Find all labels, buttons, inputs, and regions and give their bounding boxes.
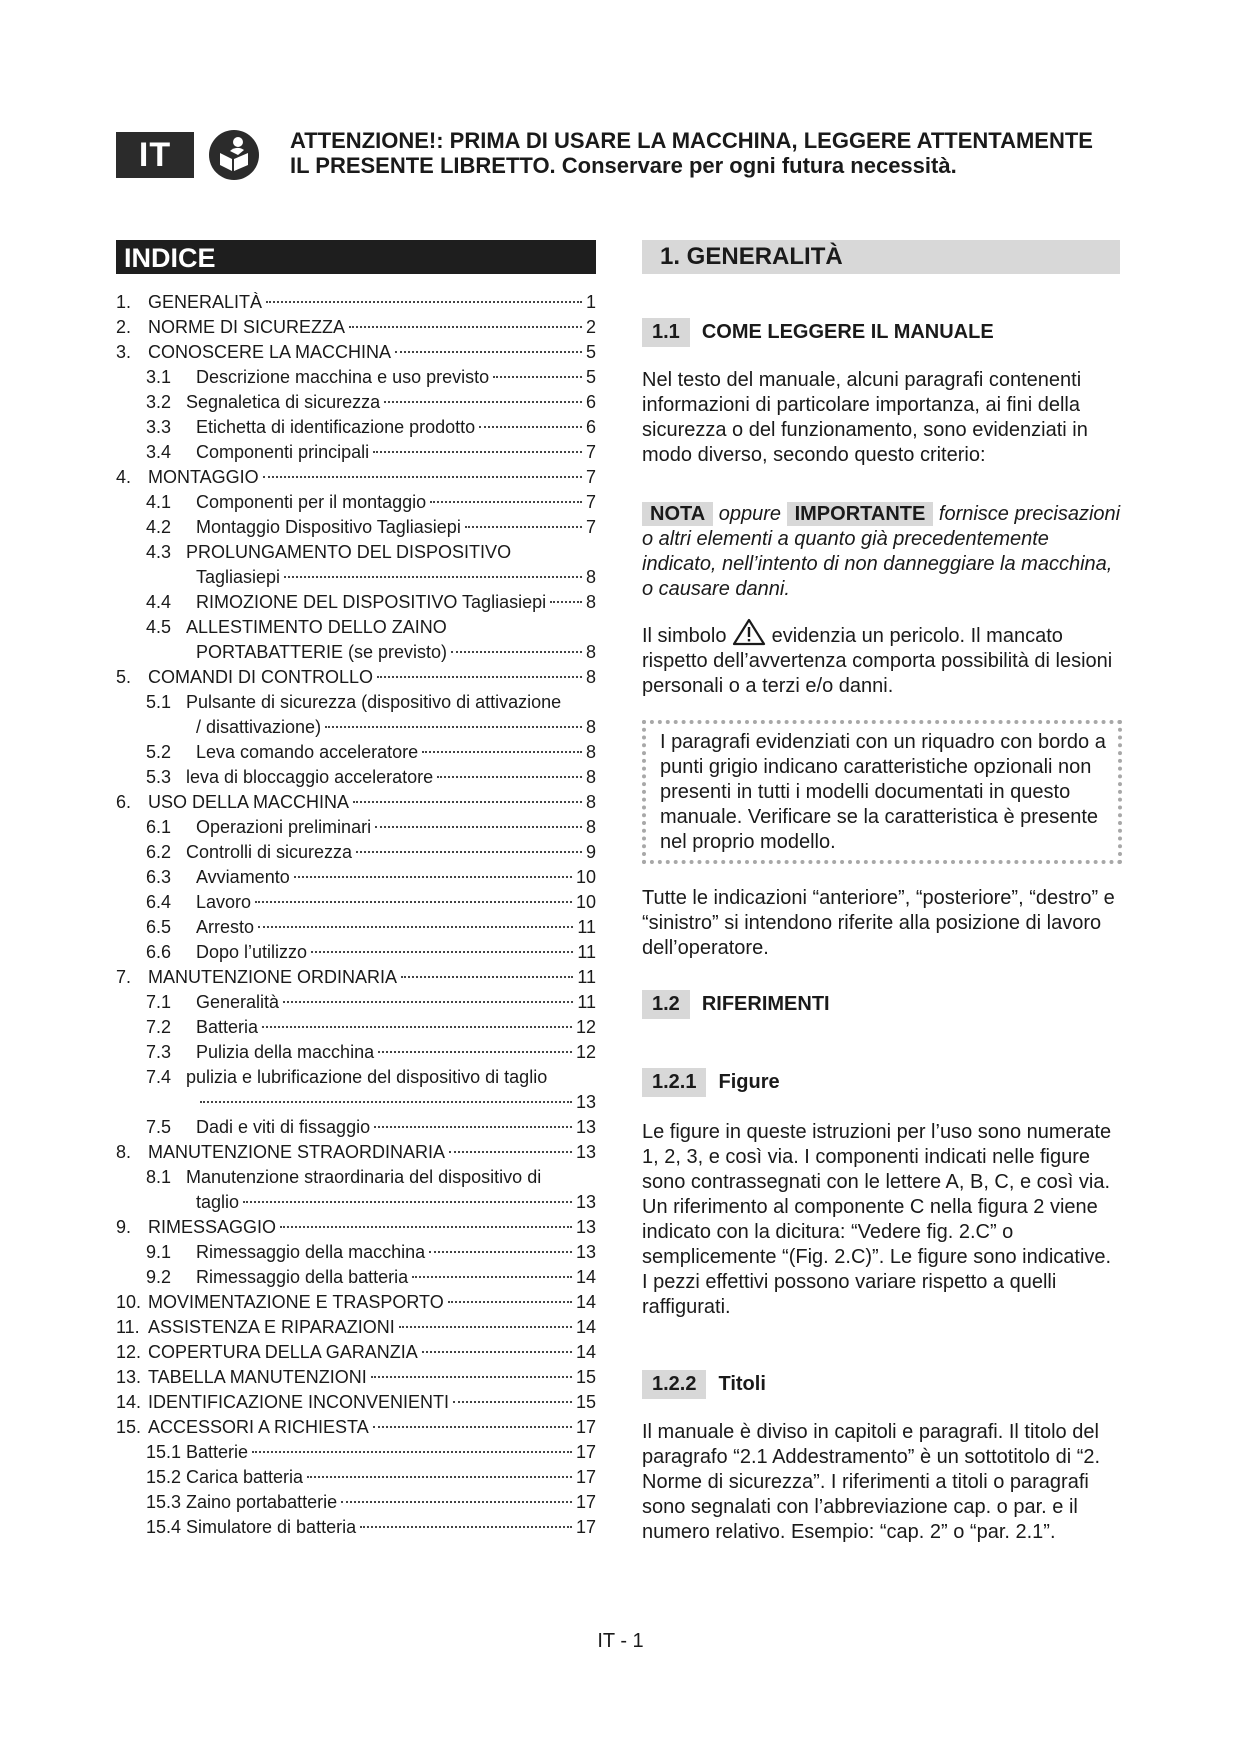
subsection-1-2-2-heading (642, 1370, 766, 1399)
toc-entry-page: 8 (585, 642, 596, 662)
toc-entry (116, 740, 596, 765)
toc-entry-title: taglio (196, 1192, 240, 1212)
directions-paragraph: Tutte le indicazioni “anteriore”, “posteriore”, “destro” e “sinistro” si intendono riferite alla posizione di lavoro dell’operatore. (642, 887, 1115, 959)
toc-leader-dots (412, 1276, 572, 1278)
toc-entry (116, 440, 596, 465)
toc-entry-title: Manutenzione straordinaria del dispositivo di (186, 1167, 542, 1187)
subsection-1-2-heading (642, 990, 830, 1019)
toc-entry-number: 6.1 (146, 817, 172, 837)
toc-entry-number: 4. (116, 467, 132, 487)
toc-entry (116, 1265, 596, 1290)
toc-entry-number: 2. (116, 317, 132, 337)
toc-entry-page: 5 (585, 342, 596, 362)
toc-leader-dots (451, 651, 582, 653)
toc-entry-page: 8 (585, 742, 596, 762)
toc-entry (116, 1390, 596, 1415)
toc-entry-number: 14. (116, 1392, 142, 1412)
toc-leader-dots (325, 726, 582, 728)
toc-entry-title: / disattivazione) (196, 717, 322, 737)
toc-entry-number: 7.2 (146, 1017, 172, 1037)
toc-leader-dots (399, 1326, 572, 1328)
note-text: fornisce precisazioni o altri elementi a quanto già precedentemente indicato, nell’intento di non danneggiare la macchina, o causare danni. (642, 503, 1121, 600)
symbol-paragraph (642, 618, 1122, 699)
toc-entry-page: 2 (585, 317, 596, 337)
toc-entry (116, 1115, 596, 1140)
toc-entry-title: Tagliasiepi (196, 567, 281, 587)
toc-leader-dots (479, 426, 582, 428)
toc-entry-number: 7.1 (146, 992, 172, 1012)
toc-entry-page: 13 (575, 1092, 596, 1112)
toc-entry-page: 13 (575, 1217, 596, 1237)
toc-entry-title: Componenti principali (196, 442, 370, 462)
symbol-text-pre: Il simbolo (642, 625, 727, 647)
subsection-number: 1.1 (642, 318, 690, 347)
toc-entry (116, 1015, 596, 1040)
toc-entry-page: 6 (585, 417, 596, 437)
toc-entry-page: 14 (575, 1317, 596, 1337)
toc-entry (116, 1315, 596, 1340)
optional-feature-box: I paragrafi evidenziati con un riquadro con bordo a punti grigio indicano caratteristiche opzionali non presenti in tutti i modelli documentati in questo manuale. Verificare se la caratteristica è presente nel proprio modello. (642, 720, 1122, 864)
toc-leader-dots (311, 951, 573, 953)
toc-entry-title: MANUTENZIONE STRAORDINARIA (148, 1142, 446, 1162)
toc-entry (116, 290, 596, 315)
toc-entry-page: 12 (575, 1042, 596, 1062)
toc-entry-title: RIMESSAGGIO (148, 1217, 277, 1237)
toc-entry (116, 1065, 596, 1090)
toc-entry-title: Descrizione macchina e uso previsto (196, 367, 490, 387)
figures-paragraph: Le figure in queste istruzioni per l’uso sono numerate 1, 2, 3, e così via. I componenti indicati nelle figure sono contrassegnati con le lettere A, B, C, e così via. Un riferimento al componente C nella figura 2 viene indicato con la dicitura: “Vedere fig. 2.C” o semplicemente “(Fig. 2.C)”. Le figure sono indicative. I pezzi effettivi possono variare rispetto a quelli raffigurati. (642, 1121, 1112, 1318)
toc-entry (116, 415, 596, 440)
section-title: 1. GENERALITÀ (642, 240, 1120, 274)
toc-entry-title: USO DELLA MACCHINA (148, 792, 350, 812)
toc-leader-dots (430, 501, 582, 503)
toc-leader-dots (422, 1351, 572, 1353)
toc-entry-title: Pulsante di sicurezza (dispositivo di attivazione (186, 692, 562, 712)
toc-leader-dots (401, 976, 573, 978)
toc-entry (116, 1340, 596, 1365)
toc-leader-dots (360, 1526, 572, 1528)
toc-leader-dots (429, 1251, 572, 1253)
toc-entry-title: Zaino portabatterie (186, 1492, 338, 1512)
toc-entry-title: Montaggio Dispositivo Tagliasiepi (196, 517, 461, 537)
toc-entry-number: 3.2 (146, 392, 172, 412)
toc-entry-number: 9.2 (146, 1267, 172, 1287)
toc-entry-title: NORME DI SICUREZZA (148, 317, 346, 337)
toc-entry (116, 1215, 596, 1240)
toc-entry-title: Generalità (196, 992, 280, 1012)
toc-entry-title: RIMOZIONE DEL DISPOSITIVO Tagliasiepi (196, 592, 547, 612)
page-number: IT - 1 (597, 1630, 644, 1652)
toc-entry-title: MANUTENZIONE ORDINARIA (148, 967, 398, 987)
toc-entry-page: 13 (575, 1242, 596, 1262)
toc-leader-dots (448, 1301, 572, 1303)
toc-entry-title: Batteria (196, 1017, 259, 1037)
toc-entry-number: 4.1 (146, 492, 172, 512)
toc-leader-dots (349, 326, 582, 328)
toc-entry-number: 8.1 (146, 1167, 172, 1187)
warning-notice (290, 128, 1150, 178)
toc-entry-title: Carica batteria (186, 1467, 304, 1487)
toc-entry (116, 1440, 596, 1465)
toc-entry-title: GENERALITÀ (148, 292, 263, 312)
toc-leader-dots (280, 1226, 572, 1228)
toc-entry (116, 615, 596, 640)
toc-entry-number: 9. (116, 1217, 132, 1237)
toc-entry-number: 6.4 (146, 892, 172, 912)
toc-entry-page: 17 (575, 1417, 596, 1437)
toc-entry (116, 1515, 596, 1540)
toc-entry-number: 3. (116, 342, 132, 362)
toc-entry-number: 7.5 (146, 1117, 172, 1137)
toc-entry-title: COPERTURA DELLA GARANZIA (148, 1342, 418, 1362)
toc-entry (116, 1190, 596, 1215)
toc-leader-dots (465, 526, 582, 528)
toc-entry (116, 365, 596, 390)
toc-entry-page: 1 (585, 292, 596, 312)
toc-entry-page: 8 (585, 792, 596, 812)
toc-entry-number: 6.6 (146, 942, 172, 962)
toc-entry-number: 1. (116, 292, 132, 312)
toc-entry-number: 15.2 (146, 1467, 182, 1487)
toc-entry-title: Rimessaggio della macchina (196, 1242, 426, 1262)
toc-entry (116, 1140, 596, 1165)
toc-leader-dots (374, 1126, 572, 1128)
toc-entry (116, 765, 596, 790)
toc-entry-page: 13 (575, 1142, 596, 1162)
toc-leader-dots (378, 1051, 572, 1053)
subsection-1-1-heading (642, 318, 994, 347)
toc-entry-title: Leva comando acceleratore (196, 742, 419, 762)
toc-leader-dots (356, 851, 582, 853)
toc-leader-dots (294, 876, 572, 878)
toc-entry (116, 790, 596, 815)
toc-entry-title: leva di bloccaggio acceleratore (186, 767, 434, 787)
toc-entry (116, 540, 596, 565)
toc-entry (116, 715, 596, 740)
subsection-1-2-1-heading (642, 1068, 780, 1097)
toc-leader-dots (373, 451, 582, 453)
toc-leader-dots (266, 301, 582, 303)
toc-leader-dots (453, 1401, 572, 1403)
toc-entry-page: 13 (575, 1117, 596, 1137)
subsection-title: RIFERIMENTI (701, 993, 830, 1015)
toc-entry (116, 690, 596, 715)
toc-entry-title: Batterie (186, 1442, 249, 1462)
toc-entry-page: 11 (577, 967, 596, 987)
toc-leader-dots (263, 476, 582, 478)
toc-leader-dots (422, 751, 582, 753)
toc-entry-number: 13. (116, 1367, 142, 1387)
toc-entry (116, 565, 596, 590)
toc-entry-page: 15 (575, 1392, 596, 1412)
symbol-text-post: evidenzia un pericolo. Il mancato rispetto dell’avvertenza comporta possibilità di lesioni personali o a terzi e/o danni. (642, 625, 1113, 697)
toc-entry-number: 8. (116, 1142, 132, 1162)
toc-entry-number: 15. (116, 1417, 142, 1437)
toc-entry-number: 10. (116, 1292, 142, 1312)
toc-entry-title: PROLUNGAMENTO DEL DISPOSITIVO (186, 542, 512, 562)
toc-leader-dots (395, 351, 582, 353)
toc-entry (116, 590, 596, 615)
toc-leader-dots (284, 576, 582, 578)
toc-entry-title: Arresto (196, 917, 255, 937)
toc-entry-title: Componenti per il montaggio (196, 492, 427, 512)
toc-entry-page: 8 (585, 717, 596, 737)
toc-entry-title: TABELLA MANUTENZIONI (148, 1367, 367, 1387)
toc-entry-number: 5.1 (146, 692, 172, 712)
toc-entry-number: 6.5 (146, 917, 172, 937)
toc-entry-title: Simulatore di batteria (186, 1517, 357, 1537)
toc-entry-title: ASSISTENZA E RIPARAZIONI (148, 1317, 395, 1337)
toc-entry (116, 1090, 596, 1115)
toc-entry-title: CONOSCERE LA MACCHINA (148, 342, 392, 362)
importante-tag: IMPORTANTE (787, 502, 934, 526)
intro-paragraph: Nel testo del manuale, alcuni paragrafi contenenti informazioni di particolare importanza, ai fini della sicurezza o del funzionamento, sono evidenziati in modo diverso, secondo questo criterio: (642, 369, 1088, 466)
toc-entry (116, 815, 596, 840)
toc-entry-title: IDENTIFICAZIONE INCONVENIENTI (148, 1392, 450, 1412)
toc-entry (116, 1490, 596, 1515)
toc-entry-page: 14 (575, 1292, 596, 1312)
toc-entry-page: 8 (585, 592, 596, 612)
toc-entry-number: 4.3 (146, 542, 172, 562)
toc-entry (116, 990, 596, 1015)
toc-entry-title: Rimessaggio della batteria (196, 1267, 409, 1287)
toc-leader-dots (377, 676, 582, 678)
subsection-number: 1.2.1 (642, 1068, 706, 1097)
toc-entry-title: ACCESSORI A RICHIESTA (148, 1417, 369, 1437)
toc-entry-page: 9 (585, 842, 596, 862)
toc-leader-dots (375, 826, 582, 828)
toc-entry-title: Etichetta di identificazione prodotto (196, 417, 476, 437)
toc-entry (116, 865, 596, 890)
toc-entry-page: 5 (585, 367, 596, 387)
note-paragraph (642, 502, 1122, 602)
toc-entry-page: 7 (585, 442, 596, 462)
table-of-contents (116, 290, 596, 1540)
index-title: INDICE (116, 240, 596, 274)
toc-entry (116, 840, 596, 865)
toc-entry (116, 1415, 596, 1440)
toc-leader-dots (307, 1476, 572, 1478)
subsection-title: Titoli (718, 1373, 766, 1395)
toc-entry-page: 8 (585, 667, 596, 687)
toc-entry (116, 640, 596, 665)
note-or: oppure (718, 503, 782, 525)
toc-entry (116, 1465, 596, 1490)
toc-entry-page: 17 (575, 1467, 596, 1487)
toc-entry-page: 7 (585, 467, 596, 487)
toc-entry (116, 465, 596, 490)
subsection-title: COME LEGGERE IL MANUALE (701, 321, 994, 343)
toc-entry (116, 515, 596, 540)
toc-entry-title: PORTABATTERIE (se previsto) (196, 642, 448, 662)
toc-entry-number: 7.3 (146, 1042, 172, 1062)
toc-entry-title: MONTAGGIO (148, 467, 259, 487)
toc-entry (116, 490, 596, 515)
subsection-title: Figure (718, 1071, 780, 1093)
toc-entry-number: 12. (116, 1342, 142, 1362)
subsection-number: 1.2.2 (642, 1370, 706, 1399)
toc-entry-title: COMANDI DI CONTROLLO (148, 667, 374, 687)
toc-entry (116, 1290, 596, 1315)
toc-entry-page: 12 (575, 1017, 596, 1037)
toc-entry-title: Controlli di sicurezza (186, 842, 353, 862)
toc-entry-number: 3.4 (146, 442, 172, 462)
nota-tag: NOTA (642, 502, 713, 526)
toc-leader-dots (255, 901, 572, 903)
language-badge: IT (116, 132, 194, 178)
toc-entry-page: 14 (575, 1342, 596, 1362)
toc-entry-number: 11. (116, 1317, 140, 1337)
toc-entry-page: 17 (575, 1492, 596, 1512)
toc-leader-dots (493, 376, 582, 378)
toc-entry-page: 17 (575, 1517, 596, 1537)
toc-entry-number: 15.1 (146, 1442, 182, 1462)
toc-leader-dots (283, 1001, 573, 1003)
warning-line-1: ATTENZIONE!: PRIMA DI USARE LA MACCHINA, LEGGERE ATTENTAMENTE (290, 128, 1093, 153)
toc-entry (116, 390, 596, 415)
toc-leader-dots (353, 801, 582, 803)
toc-entry-number: 15.3 (146, 1492, 182, 1512)
toc-entry (116, 940, 596, 965)
toc-entry-title: Operazioni preliminari (196, 817, 372, 837)
toc-entry-title: pulizia e lubrificazione del dispositivo di taglio (186, 1067, 548, 1087)
toc-entry-number: 7. (116, 967, 132, 987)
toc-entry-title: Lavoro (196, 892, 252, 912)
toc-leader-dots (258, 926, 573, 928)
toc-entry (116, 915, 596, 940)
read-manual-icon (208, 129, 260, 181)
toc-entry-page: 14 (575, 1267, 596, 1287)
toc-leader-dots (341, 1501, 572, 1503)
toc-entry-title: ALLESTIMENTO DELLO ZAINO (186, 617, 447, 637)
toc-leader-dots (252, 1451, 572, 1453)
toc-leader-dots (550, 601, 582, 603)
toc-entry-number: 5.3 (146, 767, 172, 787)
toc-entry-number: 9.1 (146, 1242, 172, 1262)
toc-entry-page: 10 (575, 892, 596, 912)
toc-entry (116, 1365, 596, 1390)
toc-entry-number: 15.4 (146, 1517, 182, 1537)
toc-entry-number: 5. (116, 667, 132, 687)
toc-entry-page: 11 (577, 942, 596, 962)
toc-entry (116, 1165, 596, 1190)
toc-entry-title: Segnaletica di sicurezza (186, 392, 381, 412)
toc-entry-number: 4.4 (146, 592, 172, 612)
toc-entry-title: MOVIMENTAZIONE E TRASPORTO (148, 1292, 444, 1312)
warning-triangle-icon (732, 618, 766, 646)
toc-entry-number: 3.3 (146, 417, 172, 437)
toc-entry-title: Dadi e viti di fissaggio (196, 1117, 371, 1137)
toc-leader-dots (371, 1376, 572, 1378)
toc-leader-dots (449, 1151, 572, 1153)
toc-entry-page: 6 (585, 392, 596, 412)
toc-entry-title: Pulizia della macchina (196, 1042, 375, 1062)
toc-entry-page: 17 (575, 1442, 596, 1462)
toc-entry-page: 13 (575, 1192, 596, 1212)
toc-entry-number: 6.3 (146, 867, 172, 887)
subsection-number: 1.2 (642, 990, 690, 1019)
toc-entry-page: 11 (577, 917, 596, 937)
toc-entry-number: 3.1 (146, 367, 172, 387)
toc-entry-page: 11 (577, 992, 596, 1012)
toc-entry (116, 890, 596, 915)
titles-paragraph: Il manuale è diviso in capitoli e paragrafi. Il titolo del paragrafo “2.1 Addestramento” è un sottotitolo di “2. Norme di sicurezza”. I riferimenti a titoli o paragrafi sono segnalati con l’abbreviazione cap. o par. e il numero relativo. Esempio: “cap. 2” o “par. 2.1”. (642, 1421, 1101, 1543)
toc-entry (116, 965, 596, 990)
toc-entry (116, 1040, 596, 1065)
toc-leader-dots (384, 401, 582, 403)
toc-entry-number: 6.2 (146, 842, 172, 862)
toc-entry-number: 7.4 (146, 1067, 172, 1087)
toc-entry-number: 6. (116, 792, 132, 812)
toc-entry (116, 315, 596, 340)
toc-leader-dots (373, 1426, 572, 1428)
toc-leader-dots (243, 1201, 572, 1203)
toc-entry-page: 15 (575, 1367, 596, 1387)
warning-line-2: IL PRESENTE LIBRETTO. Conservare per ogni futura necessità. (290, 153, 957, 178)
toc-leader-dots (200, 1101, 572, 1103)
toc-entry-title: Dopo l’utilizzo (196, 942, 308, 962)
toc-entry-page: 8 (585, 817, 596, 837)
toc-entry-number: 4.2 (146, 517, 172, 537)
toc-entry-page: 7 (585, 517, 596, 537)
toc-entry-title: Avviamento (196, 867, 290, 887)
toc-entry-page: 7 (585, 492, 596, 512)
toc-entry (116, 665, 596, 690)
toc-entry-number: 4.5 (146, 617, 172, 637)
toc-entry-page: 8 (585, 767, 596, 787)
toc-entry-page: 8 (585, 567, 596, 587)
toc-entry (116, 340, 596, 365)
toc-leader-dots (437, 776, 582, 778)
toc-entry (116, 1240, 596, 1265)
toc-leader-dots (262, 1026, 572, 1028)
toc-entry-number: 5.2 (146, 742, 172, 762)
toc-entry-page: 10 (575, 867, 596, 887)
